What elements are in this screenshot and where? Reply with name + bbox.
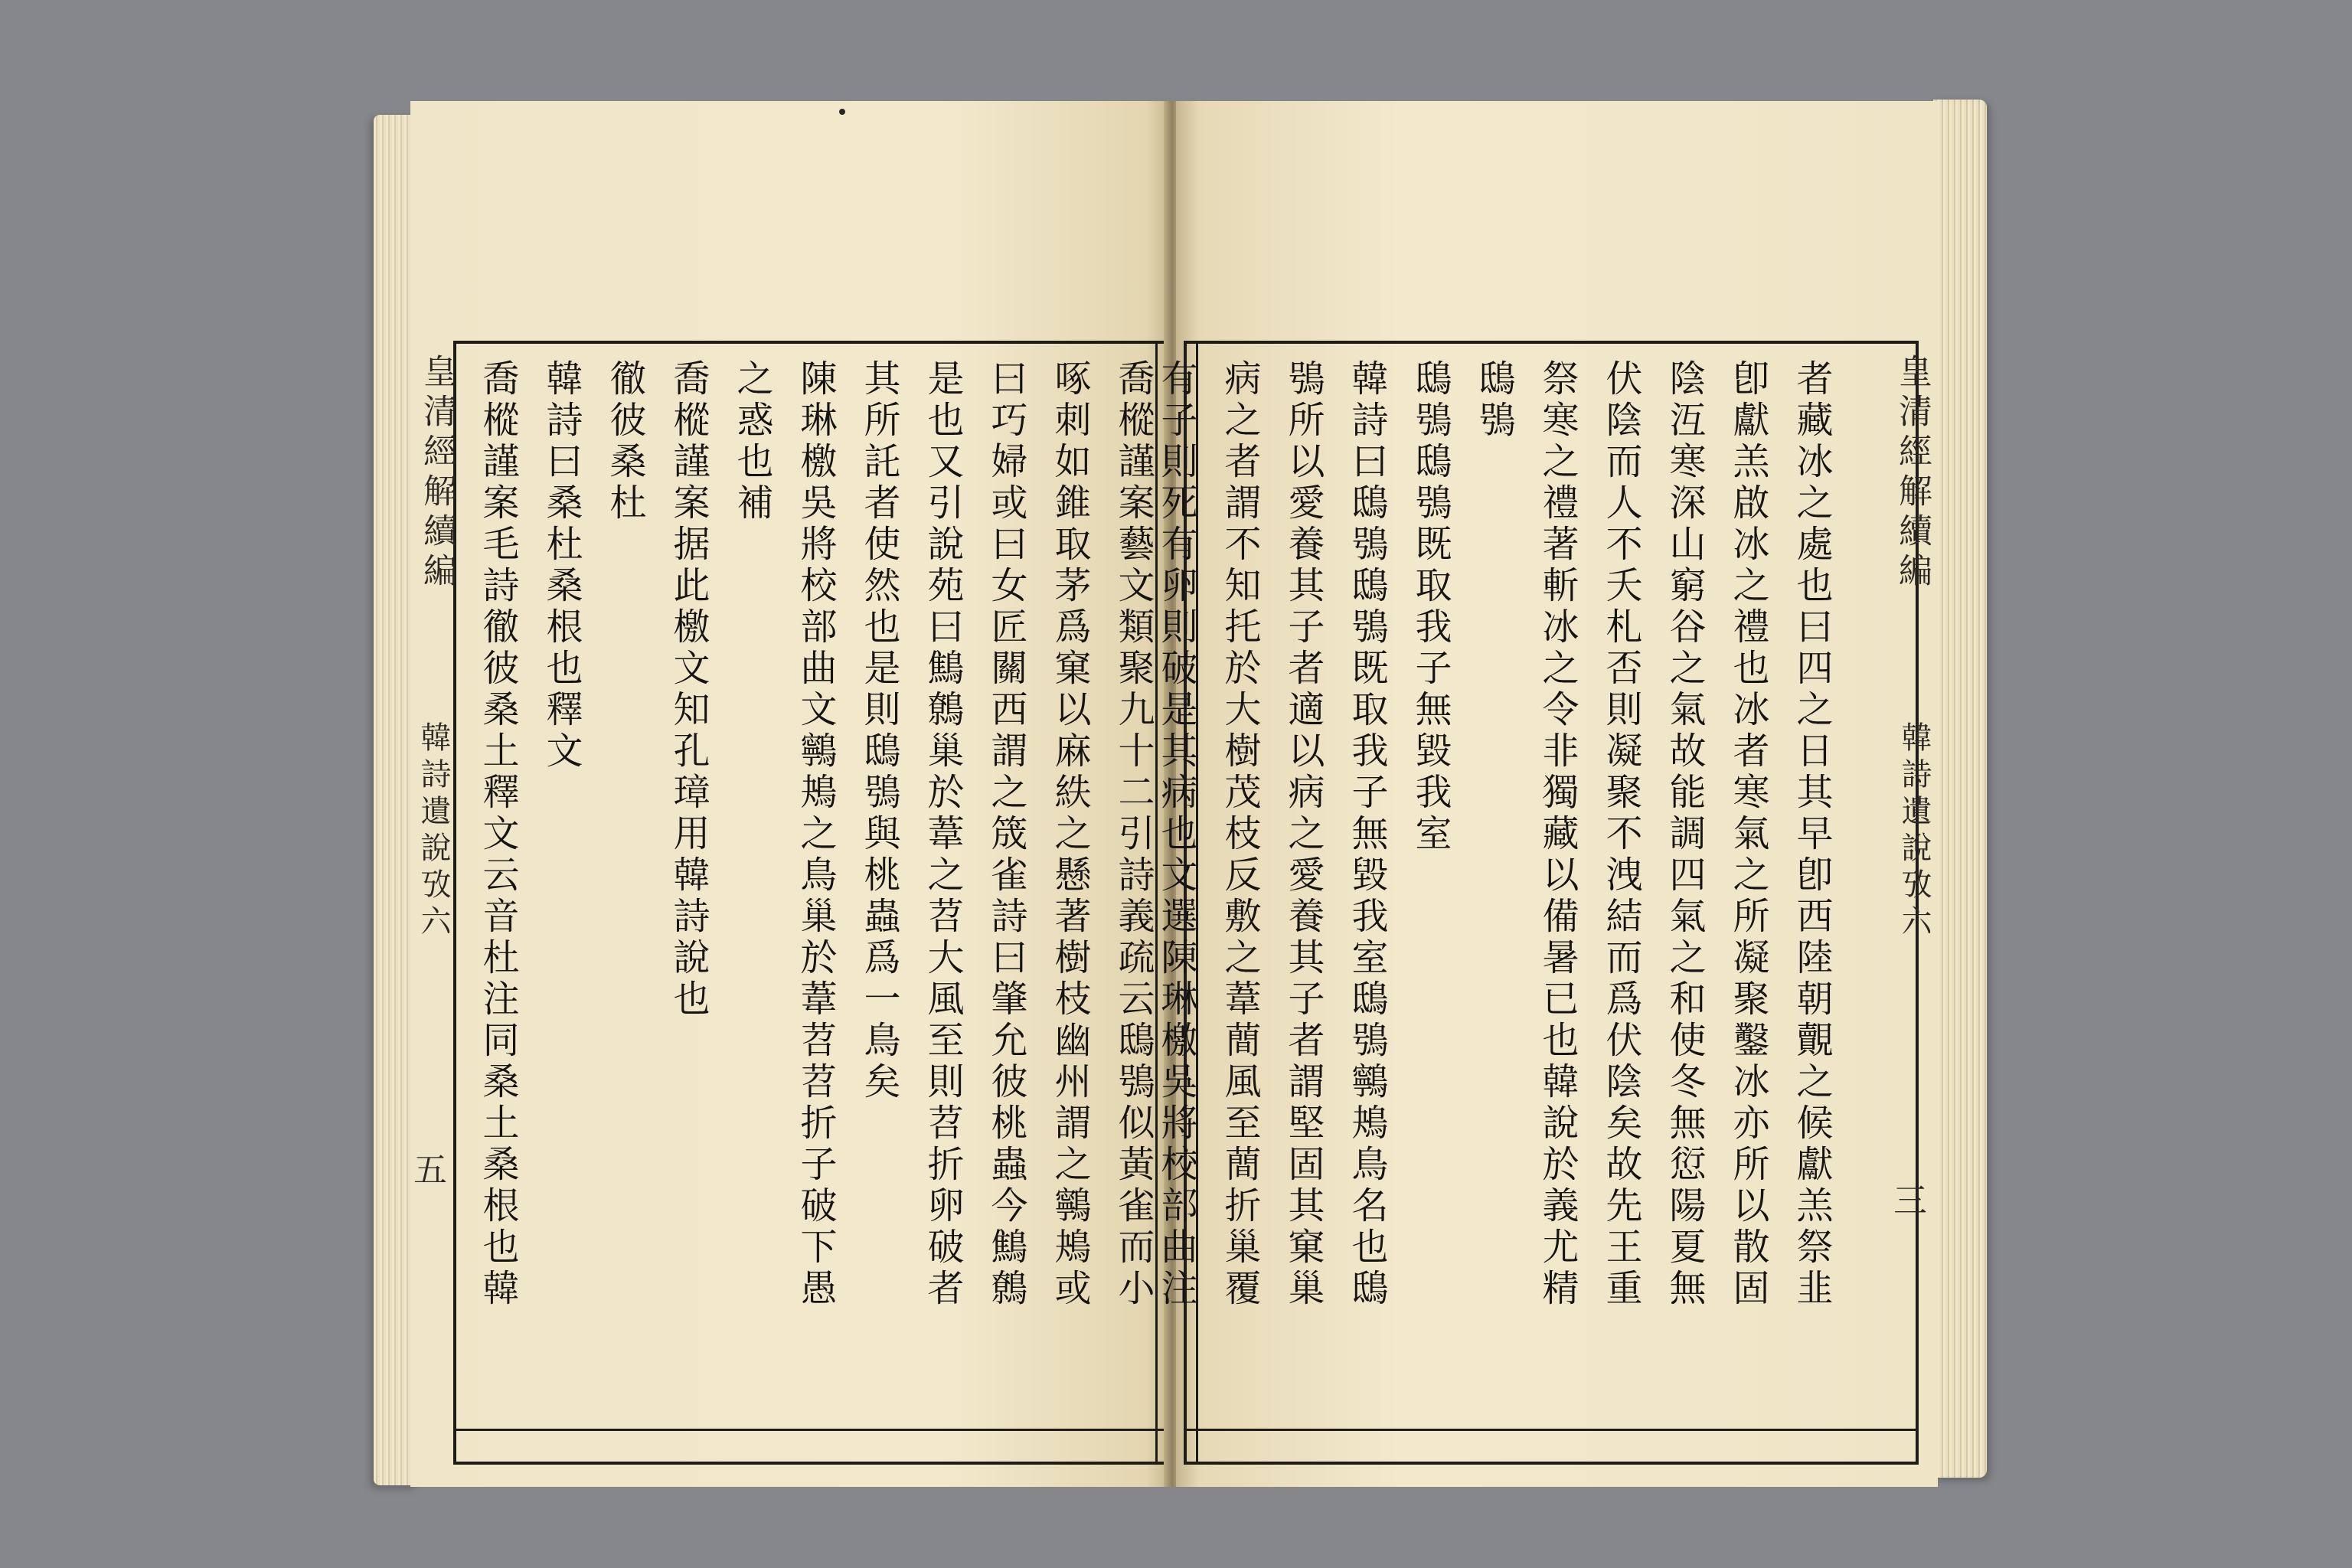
text-column: 韓詩曰桑杜桑根也釋文 — [540, 359, 583, 773]
margin-title: 皇清經解續編 — [1893, 354, 1932, 593]
text-column: 陳琳檄吳將校部曲文鸋鴂之鳥巢於葦苕苕折子破下愚 — [794, 359, 837, 1310]
text-column: 徹彼桑杜 — [603, 359, 646, 524]
text-column: 病之者謂不知托於大樹茂枝反敷之葦蕳風至蕳折巢覆 — [1218, 359, 1261, 1310]
text-column: 曰巧婦或曰女匠關西謂之筬雀詩曰肇允彼桃蟲今鷦鷯 — [985, 359, 1027, 1310]
left-page — [410, 101, 1168, 1487]
text-column: 喬樅謹案藝文類聚九十二引詩義疏云鴟鴞似黃雀而小 — [1112, 359, 1155, 1310]
text-column: 韓詩曰鴟鴞鴟鴞既取我子無毀我室鴟鴞鸋鴂鳥名也鴟 — [1345, 359, 1388, 1310]
text-column: 有子則死有卵則破是其病也文選陳琳檄吳將校部曲注 — [1155, 359, 1197, 1310]
page-number: 三 — [1893, 1181, 1927, 1220]
page-number: 五 — [413, 1151, 447, 1190]
ink-dot — [839, 109, 845, 115]
text-column: 啄刺如錐取茅爲窠以麻紩之懸著樹枝幽州謂之鸋鴂或 — [1048, 359, 1091, 1310]
bottom-rule — [1184, 1429, 1919, 1431]
text-column: 鴟鴞 — [1472, 359, 1515, 442]
right-text-block — [1155, 341, 1919, 1465]
left-text-block — [453, 341, 1170, 1465]
margin-subtitle: 韓詩遺說攷六 — [416, 721, 451, 942]
text-column: 其所託者使然也是則鴟鴞與桃蟲爲一鳥矣 — [858, 359, 900, 1103]
text-column: 伏陰而人不夭札否則凝聚不洩結而爲伏陰矣故先王重 — [1599, 359, 1642, 1310]
right-page-stack — [1933, 100, 1987, 1478]
text-column: 祭寒之禮著斬冰之令非獨藏以備暑已也韓說於義尤精 — [1536, 359, 1579, 1310]
text-column: 喬樅謹案据此檄文知孔璋用韓詩說也 — [667, 359, 710, 1021]
margin-title: 皇清經解續編 — [417, 354, 456, 593]
margin-subtitle: 韓詩遺說攷六 — [1896, 721, 1932, 942]
bottom-rule — [453, 1429, 1170, 1431]
text-column: 者藏冰之處也曰四之日其早卽西陸朝覿之候獻羔祭韭 — [1790, 359, 1833, 1310]
text-column: 陰沍寒深山窮谷之氣故能調四氣之和使冬無愆陽夏無 — [1663, 359, 1706, 1310]
right-page — [1155, 101, 1938, 1487]
text-column: 鴟鴞鴟鴞既取我子無毀我室 — [1409, 359, 1452, 855]
text-column: 卽獻羔啟冰之禮也冰者寒氣之所凝聚鑿冰亦所以散固 — [1726, 359, 1769, 1310]
text-column: 鴞所以愛養其子者適以病之愛養其子者謂堅固其窠巢 — [1282, 359, 1325, 1310]
text-column: 是也又引說苑曰鷦鷯巢於葦之苕大風至則苕折卵破者 — [921, 359, 964, 1310]
text-column: 之惑也補 — [730, 359, 773, 524]
text-column: 喬樅謹案毛詩徹彼桑土釋文云音杜注同桑土桑根也韓 — [476, 359, 519, 1310]
